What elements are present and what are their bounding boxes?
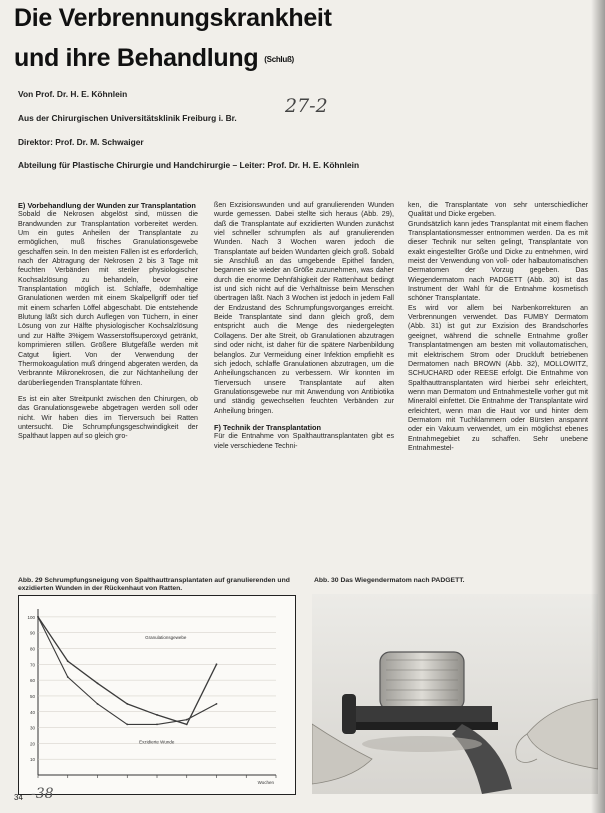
department-line: Abteilung für Plastische Chirurgie und Handchirurgie – Leiter: Prof. Dr. H. E. Köhnlein — [18, 160, 360, 170]
data-point — [216, 663, 218, 665]
author-line: Von Prof. Dr. H. E. Köhnlein — [18, 89, 128, 99]
article-title-line1: Die Verbrennungskrankheit — [14, 4, 332, 32]
text-column-2 — [214, 201, 394, 451]
page-number: 34 — [14, 793, 23, 802]
dermatome-illustration — [312, 594, 598, 794]
chart-frame — [19, 596, 296, 795]
section-heading-e: E) Vorbehandlung der Wunden zur Transplantation — [18, 201, 196, 210]
handwritten-page-note: -38 — [31, 786, 54, 802]
section-heading-f: F) Technik der Transplantation — [214, 422, 322, 432]
y-tick-label: 90 — [29, 630, 35, 636]
y-tick-label: 50 — [29, 693, 35, 699]
y-tick-label: 40 — [29, 709, 35, 715]
data-point — [186, 724, 188, 726]
title-suffix: (Schluß) — [264, 54, 294, 64]
affiliation-line: Aus der Chirurgischen Universitätsklinik Freiburg i. Br. — [18, 113, 237, 123]
data-point — [97, 682, 99, 684]
paragraph: Sobald die Nekrosen abgelöst sind, müssen die Brandwunden zur Transplantation vorbereitet werden. Um ein gutes Anheilen der Transplantate zu ermöglichen, muß frisches Granulationsgewebe geschaffen sein. In den meisten Fällen ist es erforderlich, nach der Abtragung der Nekrosen 2 bis 3 Tage mit feuchten Verbänden mit steriler physiologischer Kochsalzlösung zu behandeln, bevor eine Transplantation möglich ist. Schlaffe, ödemhaltige Granulationen werden mit einem Skalpellgriff oder tief mit einem scharfen Löffel abgeschabt. Die entstehende Blutung läßt sich durch Auflegen von Tüchern, in einer Lösung von zur Hälfte physiologischer Kochsalzlösung und zur Hälfte 3%igem Wasserstoffsuperoxyd getränkt, komprimieren stillen. Größere Blutgefäße werden mit Catgut ligiert. Von der Verwendung der Thermokoagulation muß dringend abgeraten werden, da Verbrannte Mikronekrosen, die zur Nichtanheilung der darüberliegenden Transplantate führen. — [18, 210, 198, 387]
y-tick-label: 30 — [29, 725, 35, 731]
y-tick-label: 60 — [29, 678, 35, 684]
y-tick-label: 80 — [29, 646, 35, 652]
y-tick-label: 100 — [27, 614, 35, 620]
paragraph: ken, die Transplantate von sehr unterschiedlicher Qualität und Dicke ergeben. — [408, 201, 588, 219]
text-column-1 — [18, 201, 198, 442]
data-point — [37, 616, 39, 618]
data-point — [156, 714, 158, 716]
director-line: Direktor: Prof. Dr. M. Schwaiger — [18, 137, 144, 147]
data-point — [97, 703, 99, 705]
figure-30-caption: Abb. 30 Das Wiegendermatom nach PADGETT. — [314, 577, 465, 584]
drum — [380, 652, 464, 710]
series-label-excised: Exzidierte Wunde — [139, 739, 175, 745]
paragraph: Für die Entnahme von Spalthauttransplantaten gibt es viele verschiedene Techni- — [214, 432, 394, 450]
data-point — [67, 660, 69, 662]
x-unit-label: Wochen — [257, 780, 274, 785]
article-title-line2 — [14, 44, 294, 73]
text-column-3 — [408, 201, 588, 453]
article-title-text: und ihre Behandlung — [14, 44, 259, 72]
padgett-dermatome-photo — [312, 594, 598, 794]
data-point — [186, 719, 188, 721]
paragraph: Grundsätzlich kann jedes Transplantat mit einem flachen Transplantationsmesser entnommen werden. Da es mit dieser Technik nur selten gelingt, Transplantate von exakt eingestellter Größe und Dicke zu entnehmen, wird meist der Verwendung von voll- oder halbautomatischen Dermatomen der Vorzug gegeben. Das Wiegendermatom nach PADGETT (Abb. 30) ist das Instrument der Wahl für die Entnahme kosmetisch schöner Transplantate. — [408, 219, 588, 303]
paragraph: Es wird vor allem bei Narbenkorrekturen an Verbrennungen verwendet. Das FUMBY Dermatom (Abb. 31) ist gut zur Exzision des Brandschorfes geeignet, während die schnelle Entnahme großer Transplantatmengen am besten mit vollautomatischen, mit elektrischem Strom oder Druckluft betriebenen Dermatomen nach BROWN (Abb. 32), MOLLOWITZ, SCHUCHARD oder REESE erfolgt. Die Entnahme von Spalthauttransplantaten wird hierbei sehr erleichtert, wenn man Dermatom und Entnahmestelle vorher gut mit Mineralöl einfettet. Die Entnahme der Transplantate wird erleichtert, wenn man die Haut vor und hinter dem Dermatom mit Tuchklammern oder Bürsten anspannt oder ein Vakuum verwendet, um ein möglichst ebenes Entnahmegebiet zu schaffen. Sehr unebene Entnahmestel- — [408, 303, 588, 452]
shrinkage-line-chart — [18, 595, 296, 795]
data-point — [67, 676, 69, 678]
y-tick-label: 20 — [29, 741, 35, 747]
y-tick-label: 10 — [29, 757, 35, 763]
data-point — [156, 724, 158, 726]
paragraph: Es ist ein alter Streitpunkt zwischen den Chirurgen, ob das Granulationsgewebe abgetragen werden soll oder nicht. Wir haben dies im Tierversuch bei Ratten untersucht. Die Schrumpfungsgeschwindigkeit der Spalthaut lappen auf so gleich gro- — [18, 394, 198, 441]
data-point — [216, 703, 218, 705]
data-point — [126, 724, 128, 726]
handwritten-note: 27-2 — [285, 95, 328, 117]
y-tick-label: 70 — [29, 662, 35, 668]
data-point — [126, 703, 128, 705]
paragraph: ßen Exzisionswunden und auf granulierenden Wunden wurde gemessen. Dabei stellte sich heraus (Abb. 29), daß die Transplantate auf exzidierten Wunden zunächst viel schneller schrumpfen als auf granulierenden Wunden. Nach 3 Wochen waren jedoch die Transplantate auf beiden Wundarten gleich groß. Sobald sie Anschluß an das umgebende Epithel fanden, begannen sie wieder an Größe zuzunehmen, was daher durch die enorme Dehnfähigkeit der Rattenhaut bedingt ist und sich nicht auf die Verhältnisse beim Menschen übertragen läßt. Nach 3 Wochen ist jedoch in jedem Fall der Endzustand des Schrumpfungsvorganges erreicht. Beide Transplantate sind dann gleich groß, dem entspricht auch die Menge des niedergelegten Collagens. Der alte Streit, ob Granulationen abzutragen sind oder nicht, ist daher für die spätere Narbenbildung belanglos. Zur Vermeidung einer Infektion empfiehlt es sich jedoch, schlaffe Granulationen abzutragen, um die Anheilungschancen zu verbessern. Wir konnten im Tierversuch unsere Transplantate auf alten Granulationsgewebe nur mit Anwendung von Antibiotika und ständig gewechselten feuchten Verbänden zur Anheilung bringen. — [214, 201, 394, 415]
figure-29-caption: Abb. 29 Schrumpfungsneigung von Spalthauttransplantaten auf granulierenden und exzidierten Wunden in der Rückenhaut von Ratten. — [18, 577, 290, 592]
page-edge-shadow — [591, 0, 605, 813]
series-label-granulation: Granulationsgewebe — [145, 635, 187, 641]
